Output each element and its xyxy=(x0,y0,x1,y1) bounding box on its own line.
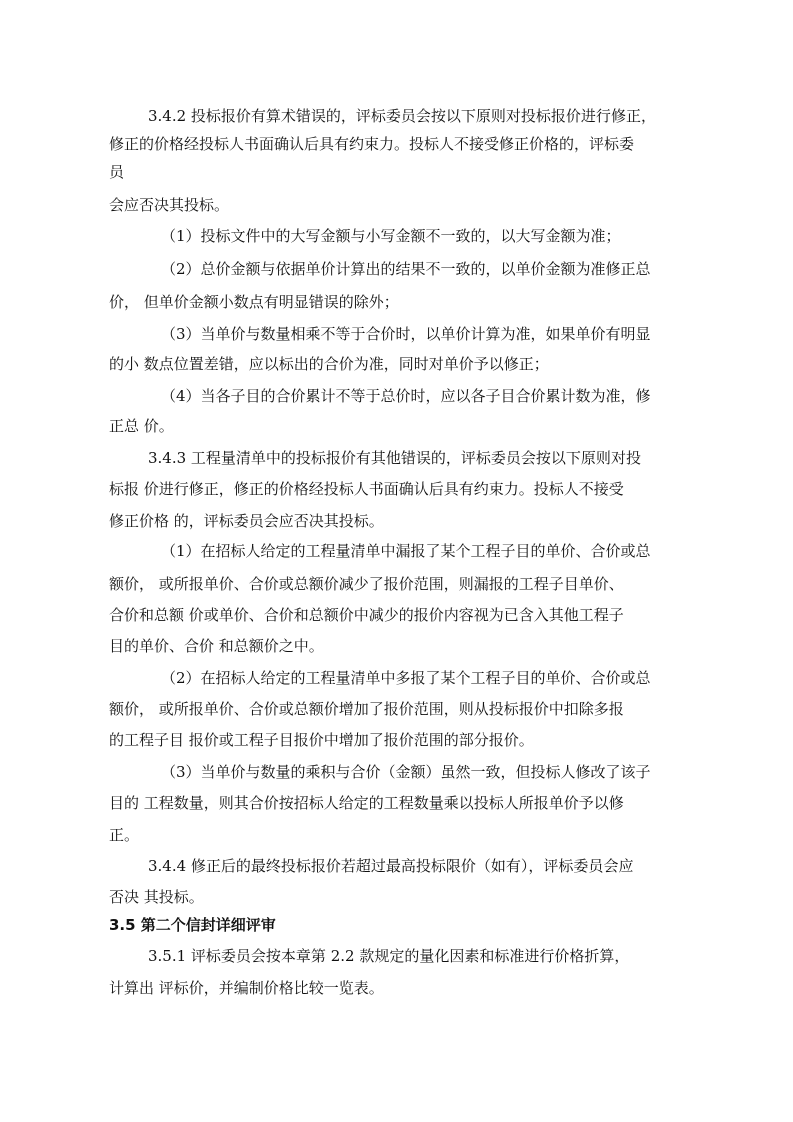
text-line: 的小 数点位置差错，应以标出的合价为准，同时对单价予以修正； xyxy=(109,355,549,373)
text-line: 目的单价、合价 和总额价之中。 xyxy=(109,637,324,655)
text-line: 会应否决其投标。 xyxy=(109,196,230,214)
text-line: 额价， 或所报单价、合价或总额价增加了报价范围，则从投标报价中扣除多报 xyxy=(109,700,624,718)
text-line: 额价， 或所报单价、合价或总额价减少了报价范围，则漏报的工程子目单价、 xyxy=(109,575,624,593)
text-line: 3.4.2 投标报价有算术错误的，评标委员会按以下原则对投标报价进行修正， xyxy=(148,107,656,125)
text-line: 3.4.3 工程量清单中的投标报价有其他错误的，评标委员会按以下原则对投 xyxy=(148,449,641,467)
text-line: （1）在招标人给定的工程量清单中漏报了某个工程子目的单价、合价或总 xyxy=(161,542,651,560)
text-line: 3.5.1 评标委员会按本章第 2.2 款规定的量化因素和标准进行价格折算， xyxy=(148,947,630,965)
text-line: 3.4.4 修正后的最终投标报价若超过最高投标限价（如有），评标委员会应 xyxy=(148,857,634,875)
text-line: （1）投标文件中的大写金额与小写金额不一致的，以大写金额为准； xyxy=(161,227,621,245)
text-line: （3）当单价与数量的乘积与合价（金额）虽然一致，但投标人修改了该子 xyxy=(161,763,651,781)
section-heading: 3.5 第二个信封详细评审 xyxy=(109,916,276,934)
text-line: 修正价格 的，评标委员会应否决其投标。 xyxy=(109,512,384,530)
text-line: 标报 价进行修正，修正的价格经投标人书面确认后具有约束力。投标人不接受 xyxy=(109,480,624,498)
text-line: 正。 xyxy=(109,826,140,844)
text-line: 合价和总额 价或单价、合价和总额价中减少的报价内容视为已含入其他工程子 xyxy=(109,606,624,624)
text-line: 目的 工程数量，则其合价按招标人给定的工程数量乘以投标人所报单价予以修 xyxy=(109,794,624,812)
text-line: 计算出 评标价，并编制价格比较一览表。 xyxy=(109,979,384,997)
text-line: （3）当单价与数量相乘不等于合价时，以单价计算为准，如果单价有明显 xyxy=(161,325,651,343)
text-line: 否决 其投标。 xyxy=(109,888,204,906)
text-line: 修正的价格经投标人书面确认后具有约束力。投标人不接受修正价格的，评标委 xyxy=(109,135,635,153)
text-line: 正总 价。 xyxy=(109,417,174,435)
text-line: （2）总价金额与依据单价计算出的结果不一致的，以单价金额为准修正总 xyxy=(161,260,651,278)
text-line: 价， 但单价金额小数点有明显错误的除外； xyxy=(109,293,399,311)
text-line: （2）在招标人给定的工程量清单中多报了某个工程子目的单价、合价或总 xyxy=(161,669,651,687)
text-line: （4）当各子目的合价累计不等于总价时，应以各子目合价累计数为准，修 xyxy=(161,387,651,405)
text-line: 员 xyxy=(109,163,125,181)
text-line: 的工程子目 报价或工程子目报价中增加了报价范围的部分报价。 xyxy=(109,731,534,749)
